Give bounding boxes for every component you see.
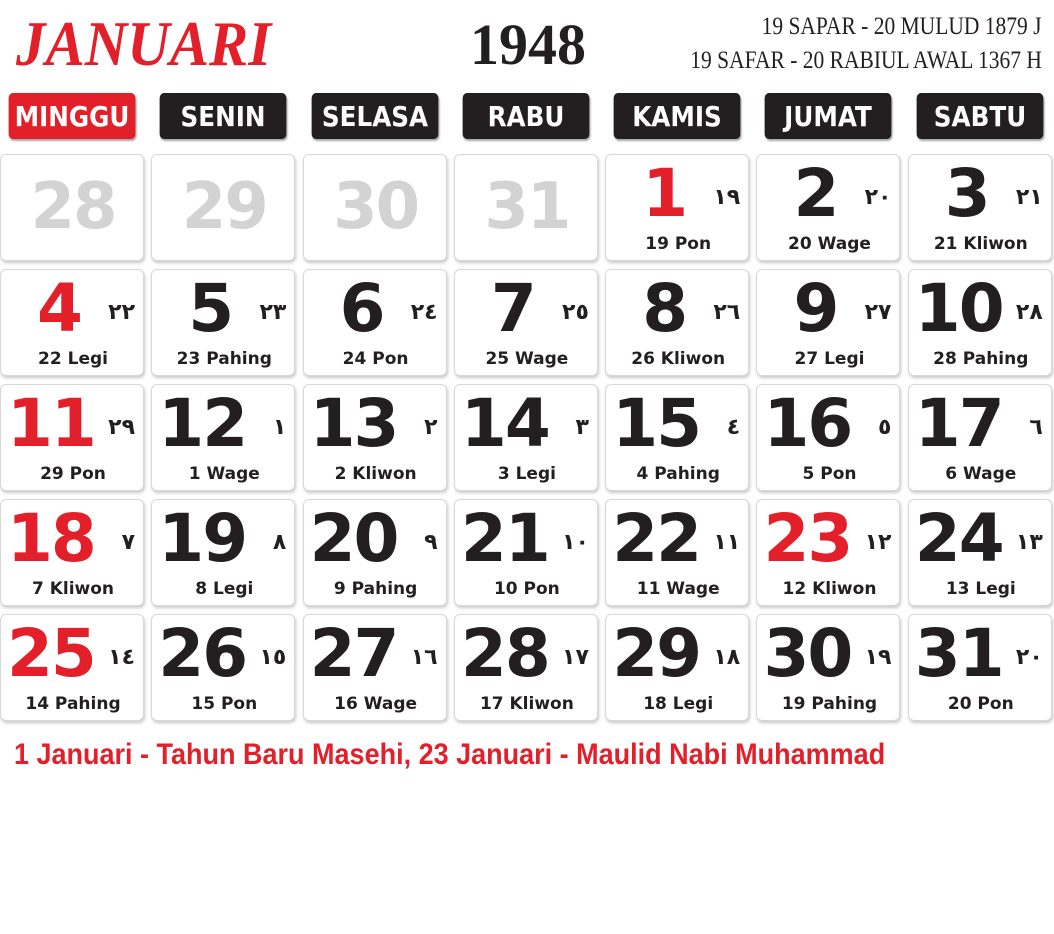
pasaran-label: 23 Pahing	[176, 349, 272, 369]
day-cell	[605, 269, 749, 376]
day-cell	[454, 614, 598, 721]
day-cell	[303, 614, 447, 721]
holiday-notes: 1 Januari - Tahun Baru Masehi, 23 Januari - Maulid Nabi Muhammad	[14, 738, 886, 771]
day-number: 28	[460, 615, 549, 692]
hijri-day-number: ٥	[878, 415, 892, 440]
pasaran-label: 3 Legi	[497, 464, 556, 484]
hijri-day-number: ٢٤	[410, 300, 438, 325]
day-number: 25	[7, 615, 95, 692]
pasaran-label: 11 Wage	[636, 579, 720, 599]
pasaran-label: 25 Wage	[485, 349, 569, 369]
pasaran-label: 16 Wage	[334, 694, 418, 714]
day-number: 29	[612, 615, 701, 692]
day-number: 19	[158, 500, 247, 577]
pasaran-label: 2 Kliwon	[334, 464, 417, 484]
hijri-day-number: ١٥	[259, 645, 287, 670]
day-cell	[303, 384, 447, 491]
day-number: 10	[914, 270, 1003, 347]
weekday-header-row	[0, 93, 1054, 139]
day-number: 13	[309, 385, 398, 462]
weekday-header-tuesday: SELASA	[311, 93, 438, 139]
pasaran-label: 19 Pon	[645, 234, 712, 254]
day-cell	[0, 614, 144, 721]
pasaran-label: 22 Legi	[38, 349, 108, 369]
hijri-day-number: ٩	[424, 530, 438, 555]
day-number: 12	[158, 385, 247, 462]
day-number: 18	[7, 500, 95, 577]
pasaran-label: 28 Pahing	[933, 349, 1029, 369]
day-number: 22	[612, 500, 701, 577]
day-cell-previous-month	[151, 154, 295, 261]
pasaran-label: 24 Pon	[342, 349, 409, 369]
hijri-day-number: ٢١	[1015, 185, 1043, 210]
day-number: 2	[793, 155, 838, 232]
hijri-day-number: ٢٩	[108, 415, 135, 440]
weekday-header-wednesday: RABU	[463, 93, 590, 139]
pasaran-label: 9 Pahing	[333, 579, 418, 599]
hijri-day-number: ٢٨	[1015, 300, 1043, 325]
pasaran-label: 4 Pahing	[636, 464, 720, 484]
day-number: 6	[339, 270, 384, 347]
day-number: 29	[181, 170, 267, 244]
day-cell	[605, 154, 749, 261]
day-number: 21	[460, 500, 549, 577]
day-cell	[0, 269, 144, 376]
day-number: 30	[763, 615, 852, 692]
day-cell	[908, 614, 1052, 721]
day-cell	[303, 499, 447, 606]
hijri-day-number: ٢٠	[864, 185, 892, 210]
day-cell	[151, 614, 295, 721]
hijri-day-number: ٦	[1029, 415, 1043, 440]
hijri-day-number: ٧	[121, 530, 135, 555]
day-number: 31	[914, 615, 1003, 692]
day-number: 16	[763, 385, 852, 462]
day-number: 27	[309, 615, 398, 692]
pasaran-label: 20 Wage	[788, 234, 871, 254]
pasaran-label: 15 Pon	[191, 694, 258, 714]
hijri-day-number: ٢٧	[864, 300, 892, 325]
pasaran-label: 27 Legi	[794, 349, 865, 369]
weekday-header-friday: JUMAT	[765, 93, 892, 139]
day-cell	[0, 499, 144, 606]
day-number: 14	[460, 385, 549, 462]
day-number: 31	[484, 170, 570, 244]
pasaran-label: 18 Legi	[643, 694, 714, 714]
hijri-day-number: ١٧	[562, 645, 589, 670]
pasaran-label: 14 Pahing	[25, 694, 121, 714]
day-cell	[605, 499, 749, 606]
pasaran-label: 17 Kliwon	[479, 694, 574, 714]
hijri-day-number: ٢٢	[108, 300, 135, 325]
hijri-day-number: ٢٠	[1015, 645, 1043, 670]
pasaran-label: 6 Wage	[945, 464, 1017, 484]
calendar-grid	[0, 154, 1054, 721]
day-cell	[151, 269, 295, 376]
pasaran-label: 20 Pon	[947, 694, 1014, 714]
hijri-day-number: ٢٣	[259, 300, 287, 325]
day-cell	[756, 269, 900, 376]
pasaran-label: 21 Kliwon	[933, 234, 1028, 254]
hijri-day-number: ١٤	[108, 645, 135, 670]
day-number: 5	[188, 270, 233, 347]
weekday-header-monday: SENIN	[160, 93, 287, 139]
day-number: 20	[309, 500, 398, 577]
hijri-day-number: ٣	[575, 415, 589, 440]
pasaran-label: 5 Pon	[802, 464, 857, 484]
pasaran-label: 29 Pon	[40, 464, 106, 484]
weekday-header-saturday: SABTU	[916, 93, 1043, 139]
hijri-day-number: ٢	[424, 415, 438, 440]
pasaran-label: 7 Kliwon	[31, 579, 115, 599]
hijri-day-number: ١١	[713, 530, 741, 555]
month-title: JANUARI	[16, 8, 272, 79]
pasaran-label: 13 Legi	[945, 579, 1016, 599]
hijri-day-number: ١٢	[864, 530, 892, 555]
hijri-day-number: ١٩	[713, 185, 741, 210]
day-cell	[454, 269, 598, 376]
day-cell	[151, 384, 295, 491]
day-cell-previous-month	[303, 154, 447, 261]
hijri-day-number: ١٠	[562, 530, 589, 555]
day-number: 8	[642, 270, 687, 347]
day-number: 4	[37, 270, 81, 347]
day-cell	[756, 384, 900, 491]
day-cell	[454, 384, 598, 491]
day-cell	[151, 499, 295, 606]
day-number: 1	[642, 155, 687, 232]
pasaran-label: 26 Kliwon	[631, 349, 726, 369]
day-number: 23	[763, 500, 852, 577]
hijri-day-number: ١٦	[410, 645, 438, 670]
hijri-day-number: ١٣	[1015, 530, 1043, 555]
pasaran-label: 12 Kliwon	[782, 579, 877, 599]
day-cell	[908, 499, 1052, 606]
pasaran-label: 10 Pon	[493, 579, 560, 599]
day-cell	[756, 499, 900, 606]
hijri-day-number: ٢٦	[713, 300, 741, 325]
day-number: 28	[30, 170, 116, 244]
hijri-day-number: ١٨	[713, 645, 741, 670]
day-cell	[756, 614, 900, 721]
day-number: 26	[158, 615, 247, 692]
weekday-header-thursday: KAMIS	[614, 93, 741, 139]
day-cell	[908, 269, 1052, 376]
javanese-date-range: 19 SAPAR - 20 MULUD 1879 J	[762, 13, 1042, 40]
hijri-day-number: ٤	[726, 415, 741, 440]
day-cell	[908, 154, 1052, 261]
hijri-date-range: 19 SAFAR - 20 RABIUL AWAL 1367 H	[690, 47, 1042, 74]
year-title: 1948	[470, 12, 586, 77]
day-number: 9	[793, 270, 838, 347]
day-cell	[908, 384, 1052, 491]
day-cell	[605, 614, 749, 721]
hijri-day-number: ٨	[272, 530, 287, 555]
day-number: 30	[333, 170, 419, 244]
day-number: 15	[612, 385, 701, 462]
pasaran-label: 19 Pahing	[781, 694, 878, 714]
day-number: 11	[7, 385, 95, 462]
pasaran-label: 8 Legi	[195, 579, 254, 599]
hijri-day-number: ٢٥	[562, 300, 589, 325]
day-number: 24	[914, 500, 1003, 577]
day-cell-previous-month	[0, 154, 144, 261]
day-number: 3	[944, 155, 989, 232]
day-number: 7	[490, 270, 535, 347]
hijri-day-number: ١	[272, 415, 287, 440]
day-cell	[605, 384, 749, 491]
pasaran-label: 1 Wage	[188, 464, 260, 484]
day-number: 17	[914, 385, 1003, 462]
day-cell	[756, 154, 900, 261]
day-cell	[303, 269, 447, 376]
weekday-header-sunday: MINGGU	[9, 93, 136, 139]
day-cell	[0, 384, 144, 491]
day-cell-previous-month	[454, 154, 598, 261]
hijri-day-number: ١٩	[864, 645, 892, 670]
day-cell	[454, 499, 598, 606]
